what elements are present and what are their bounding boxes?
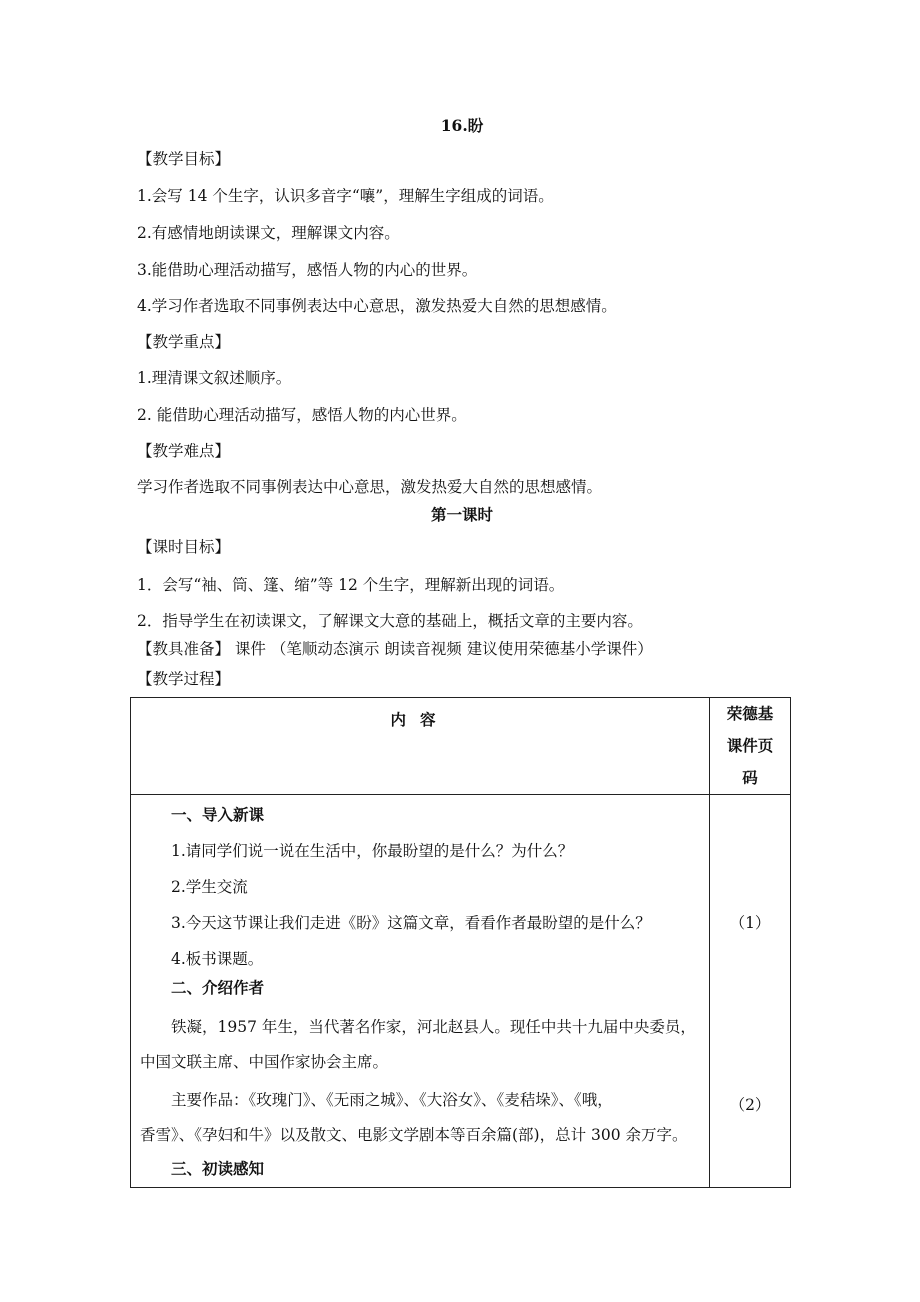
- section-title: 一、导入新课: [171, 805, 265, 824]
- header-page-line: 荣德基: [726, 704, 774, 723]
- author-intro-line: 中国文联主席、中国作家协会主席。: [140, 1053, 389, 1071]
- section-title: 三、初读感知: [171, 1159, 265, 1178]
- section-item: 4.板书课题。: [171, 950, 264, 968]
- works-line: 主要作品：《玫瑰门》、《无雨之城》、《大浴女》、《麦秸垛》、《哦，: [171, 1091, 613, 1109]
- content-cell: [131, 795, 710, 1188]
- lesson-goal-item: 2．指导学生在初读课文，了解课文大意的基础上，概括文章的主要内容。: [137, 612, 643, 630]
- lesson-process-table: [130, 697, 791, 1188]
- page-ref: （1）: [729, 914, 771, 932]
- key-points-heading: 【教学重点】: [137, 333, 231, 351]
- goal-item: 2.有感情地朗读课文，理解课文内容。: [137, 224, 400, 242]
- section-item: 1.请同学们说一说在生活中，你最盼望的是什么？为什么？: [171, 842, 574, 860]
- lesson-goal-item: 1．会写“袖、筒、篷、缩”等 12 个生字，理解新出现的词语。: [137, 576, 565, 594]
- header-page-line: 课件页: [726, 736, 774, 755]
- goals-heading: 【教学目标】: [137, 150, 231, 168]
- difficulties-heading: 【教学难点】: [137, 442, 231, 460]
- header-page-cell: [710, 698, 791, 795]
- difficulties-text: 学习作者选取不同事例表达中心意思，激发热爱大自然的思想感情。: [137, 478, 603, 496]
- works-line: 香雪》、《孕妇和牛》以及散文、电影文学剧本等百余篇(部)，总计 300 余万字。: [140, 1126, 688, 1144]
- section-title: 二、介绍作者: [171, 978, 265, 997]
- page-ref-cell: [710, 795, 791, 1188]
- process-heading: 【教学过程】: [137, 670, 231, 688]
- goal-item: 4.学习作者选取不同事例表达中心意思，激发热爱大自然的思想感情。: [137, 297, 617, 315]
- lesson-goals-heading: 【课时目标】: [137, 538, 231, 556]
- page-ref: （2）: [729, 1096, 771, 1114]
- author-intro-line: 铁凝，1957 年生，当代著名作家，河北赵县人。现任中共十九届中央委员，: [171, 1018, 696, 1036]
- section-item: 2.学生交流: [171, 878, 248, 896]
- header-page-line: 码: [742, 768, 758, 787]
- goal-item: 3.能借助心理活动描写，感悟人物的内心的世界。: [137, 261, 478, 279]
- section-item: 3.今天这节课让我们走进《盼》这篇文章，看看作者最盼望的是什么？: [171, 914, 651, 932]
- lesson-title: 第一课时: [430, 505, 493, 524]
- page-title: 16.盼: [440, 116, 484, 135]
- key-point-item: 2. 能借助心理活动描写，感悟人物的内心世界。: [137, 406, 467, 424]
- header-content-label: 内容: [390, 710, 450, 729]
- key-point-item: 1.理清课文叙述顺序。: [137, 369, 292, 387]
- goal-item: 1.会写 14 个生字，认识多音字“嚷”，理解生字组成的词语。: [137, 187, 554, 205]
- header-content-cell: [131, 698, 710, 795]
- materials-line: 【教具准备】 课件 （笔顺动态演示 朗读音视频 建议使用荣德基小学课件）: [137, 640, 653, 658]
